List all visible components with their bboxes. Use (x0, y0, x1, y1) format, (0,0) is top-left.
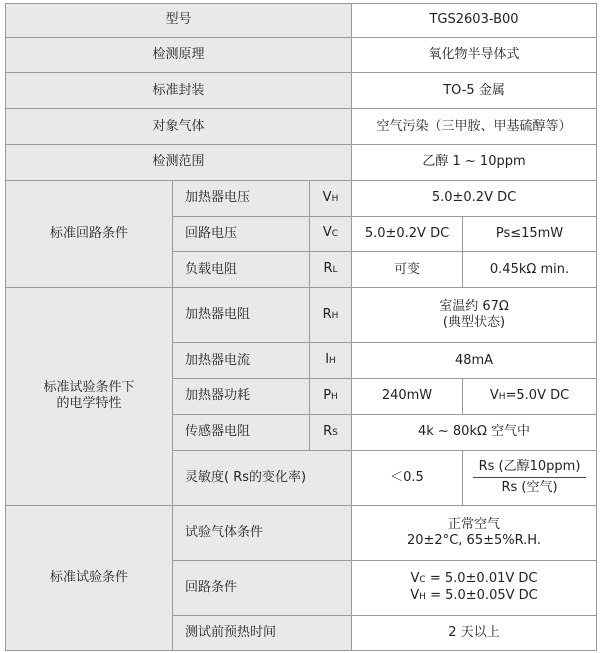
row-heater-resistance (6, 288, 597, 343)
package-value: TO-5 金属 (352, 73, 597, 109)
symbol-sub: C (331, 229, 339, 240)
line1-sub: C (419, 575, 426, 586)
symbol-main: V (322, 189, 332, 205)
note-sub: H (498, 391, 506, 402)
note-rest: =5.0V DC (505, 387, 570, 403)
heater-current-symbol (310, 343, 352, 379)
load-resistance-label: 负载电阻 (173, 252, 310, 288)
circuit-voltage-label: 回路电压 (173, 216, 310, 252)
model-label: 型号 (6, 4, 352, 38)
heater-resistance-value (352, 288, 597, 343)
electrical-group-label-line2: 的电学特性 (56, 396, 122, 412)
load-resistance-symbol (310, 252, 352, 288)
preheat-label: 测试前预热时间 (173, 616, 352, 651)
electrical-group-label-line1: 标准试验条件下 (43, 380, 135, 396)
sensor-spec-table (5, 3, 597, 651)
circuit-voltage-note: Ps≤15mW (463, 216, 597, 252)
model-value: TGS2603-B00 (352, 4, 597, 38)
sensitivity-fraction (463, 450, 597, 505)
principle-value: 氧化物半导体式 (352, 37, 597, 73)
line1-rest: = 5.0±0.01V DC (425, 571, 538, 587)
heater-current-label: 加热器电流 (173, 343, 310, 379)
symbol-sub: L (332, 265, 338, 276)
symbol-main: I (325, 352, 330, 368)
heater-current-value: 48mA (352, 343, 597, 379)
gas-condition-value-line2: 20±2°C, 65±5%R.H. (407, 532, 541, 548)
circuit-condition-line2 (356, 588, 592, 605)
line2-main: V (410, 588, 420, 604)
sensitivity-value: ＜0.5 (352, 450, 463, 505)
load-resistance-value: 可变 (352, 252, 463, 288)
range-value: 乙醇 1 ~ 10ppm (352, 145, 597, 181)
package-label: 标准封装 (6, 73, 352, 109)
row-gas-condition (6, 505, 597, 560)
circuit-voltage-symbol (310, 216, 352, 252)
heater-resistance-label: 加热器电阻 (173, 288, 310, 343)
circuit-condition-line1 (356, 571, 592, 588)
symbol-sub: H (331, 193, 339, 204)
gas-condition-value (352, 505, 597, 560)
principle-label: 检测原理 (6, 37, 352, 73)
row-range (6, 145, 597, 181)
row-model (6, 4, 597, 38)
target-gas-label: 对象气体 (6, 109, 352, 145)
heater-power-symbol (310, 379, 352, 415)
gas-condition-label: 试验气体条件 (173, 505, 352, 560)
symbol-sub: H (331, 310, 339, 321)
row-target-gas (6, 109, 597, 145)
circuit-voltage-value: 5.0±0.2V DC (352, 216, 463, 252)
line2-rest: = 5.0±0.05V DC (425, 588, 538, 604)
heater-resistance-value-line1: 室温约 67Ω (439, 299, 509, 315)
heater-power-note (463, 379, 597, 415)
range-label: 检测范围 (6, 145, 352, 181)
symbol-sub: H (329, 356, 336, 367)
load-resistance-note: 0.45kΩ min. (463, 252, 597, 288)
symbol-main: V (322, 225, 332, 241)
circuit-group-label: 标准回路条件 (6, 180, 173, 287)
heater-voltage-value: 5.0±0.2V DC (352, 180, 597, 216)
sensitivity-label: 灵敏度( Rs的变化率) (173, 450, 352, 505)
heater-resistance-value-line2: (典型状态) (442, 315, 506, 331)
electrical-group-label (6, 288, 173, 506)
line2-sub: H (419, 592, 426, 603)
sensor-resistance-label: 传感器电阻 (173, 414, 310, 450)
symbol-main: R (323, 423, 333, 439)
heater-power-value: 240mW (352, 379, 463, 415)
fraction-numerator: Rs (乙醇10ppm) (473, 459, 587, 478)
symbol-sub: H (331, 391, 338, 402)
symbol-main: R (322, 306, 332, 322)
heater-voltage-label: 加热器电压 (173, 180, 310, 216)
gas-condition-value-line1: 正常空气 (448, 516, 501, 532)
row-heater-voltage (6, 180, 597, 216)
sensor-resistance-value: 4k ~ 80kΩ 空气中 (352, 414, 597, 450)
heater-power-label: 加热器功耗 (173, 379, 310, 415)
fraction-denominator: Rs (空气) (501, 480, 558, 496)
target-gas-value: 空气污染（三甲胺、甲基硫醇等） (352, 109, 597, 145)
symbol-sub: S (332, 427, 338, 438)
symbol-main: P (323, 387, 332, 403)
symbol-main: R (323, 261, 333, 277)
row-principle (6, 37, 597, 73)
circuit-condition-label: 回路条件 (173, 560, 352, 615)
sensor-resistance-symbol (310, 414, 352, 450)
heater-resistance-symbol (310, 288, 352, 343)
heater-voltage-symbol (310, 180, 352, 216)
line1-main: V (410, 571, 420, 587)
note-main: V (489, 387, 499, 403)
test-group-label: 标准试验条件 (6, 505, 173, 650)
circuit-condition-value (352, 560, 597, 615)
preheat-value: 2 天以上 (352, 616, 597, 651)
row-package (6, 73, 597, 109)
